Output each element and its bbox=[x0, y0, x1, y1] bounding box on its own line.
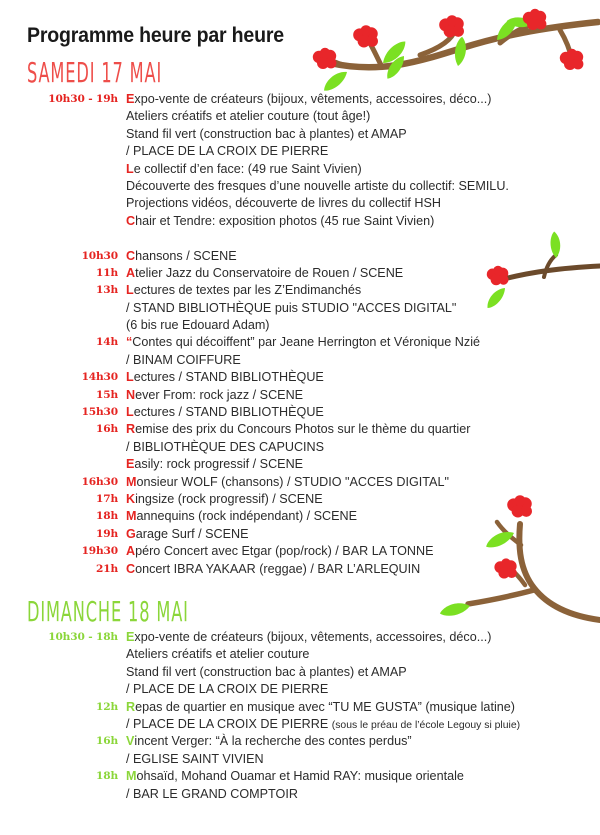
entry-text-body: oncert IBRA YAKAAR (reggae) / BAR L’ARLEQUIN bbox=[135, 561, 421, 576]
entry-drop-cap: M bbox=[126, 769, 137, 784]
schedule-line bbox=[0, 178, 600, 195]
entry-time: 16h bbox=[96, 735, 118, 748]
entry-time: 14h30 bbox=[81, 371, 118, 384]
entry-text bbox=[126, 265, 403, 282]
schedule-entry bbox=[0, 508, 600, 525]
entry-text bbox=[126, 108, 370, 125]
entry-drop-cap: “ bbox=[126, 335, 133, 350]
entry-text-body: Ateliers créatifs et atelier couture (tout âge!) bbox=[126, 109, 371, 124]
entry-text-body: / PLACE DE LA CROIX DE PIERRE bbox=[126, 144, 329, 159]
schedule-sunday bbox=[0, 629, 600, 803]
entry-text-body: Contes qui décoiffent” par Jeane Herrington et Véronique Nzié bbox=[132, 335, 481, 350]
schedule-line bbox=[0, 699, 600, 716]
entry-text bbox=[126, 143, 328, 160]
entry-text bbox=[126, 561, 420, 578]
entry-drop-cap: G bbox=[126, 526, 136, 541]
schedule-line bbox=[0, 543, 600, 560]
schedule-entry bbox=[0, 526, 600, 543]
entry-time: 19h bbox=[96, 527, 118, 540]
entry-text-body: Découverte des fresques d’une nouvelle artiste du collectif: SEMILU. bbox=[126, 178, 509, 193]
entry-text bbox=[126, 491, 323, 508]
entry-time: 11h bbox=[96, 266, 118, 279]
entry-text bbox=[126, 733, 412, 750]
entry-text-body: arage Surf / SCENE bbox=[135, 526, 249, 541]
entry-text-body: asily: rock progressif / SCENE bbox=[134, 457, 304, 472]
schedule-line bbox=[0, 369, 600, 386]
entry-text bbox=[126, 195, 441, 212]
entry-text bbox=[126, 508, 357, 525]
schedule-entry bbox=[0, 561, 600, 578]
entry-drop-cap: R bbox=[126, 422, 136, 437]
schedule-entry bbox=[0, 699, 600, 734]
entry-text bbox=[126, 126, 407, 143]
entry-drop-cap: A bbox=[126, 265, 136, 280]
entry-drop-cap: L bbox=[126, 161, 134, 176]
schedule-line bbox=[0, 282, 600, 299]
schedule-entry bbox=[0, 629, 600, 699]
entry-text-body: ingsize (rock progressif) / SCENE bbox=[135, 491, 323, 506]
entry-text bbox=[126, 646, 309, 663]
entry-text-body: (6 bis rue Edouard Adam) bbox=[126, 318, 270, 333]
schedule-line bbox=[0, 681, 600, 698]
schedule-line bbox=[0, 491, 600, 508]
schedule-line bbox=[0, 421, 600, 438]
entry-drop-cap: V bbox=[126, 734, 135, 749]
schedule-entry bbox=[0, 768, 600, 803]
entry-text bbox=[126, 178, 509, 195]
entry-text-body: xpo-vente de créateurs (bijoux, vêtements, accessoires, déco...) bbox=[134, 92, 492, 106]
schedule-entry bbox=[0, 387, 600, 404]
schedule-line bbox=[0, 508, 600, 525]
entry-text-body: hansons / SCENE bbox=[135, 248, 237, 263]
entry-drop-cap: M bbox=[126, 474, 137, 489]
schedule-line bbox=[0, 248, 600, 265]
schedule-line bbox=[0, 456, 600, 473]
entry-drop-cap: E bbox=[126, 457, 135, 472]
entry-text bbox=[126, 213, 434, 230]
entry-text-body: / BINAM COIFFURE bbox=[126, 352, 241, 367]
entry-text bbox=[126, 282, 361, 299]
entry-text-body: telier Jazz du Conservatoire de Rouen / SCENE bbox=[135, 265, 404, 280]
day-heading-sunday: DIMANCHE 18 MAI bbox=[27, 595, 189, 628]
entry-text bbox=[126, 474, 449, 491]
schedule-entry bbox=[0, 282, 600, 334]
entry-drop-cap: C bbox=[126, 248, 136, 263]
entry-text bbox=[126, 317, 270, 334]
schedule-entry bbox=[0, 474, 600, 491]
entry-text-body: ectures / STAND BIBLIOTHÈQUE bbox=[133, 405, 324, 420]
entry-text-body: / PLACE DE LA CROIX DE PIERRE bbox=[126, 716, 332, 731]
schedule-line bbox=[0, 230, 600, 247]
entry-drop-cap: L bbox=[126, 405, 134, 420]
schedule-entry bbox=[0, 248, 600, 265]
entry-text-body: emise des prix du Concours Photos sur le thème du quartier bbox=[135, 422, 471, 437]
schedule-line bbox=[0, 265, 600, 282]
entry-text-note: (sous le préau de l’école Legouy si pluie) bbox=[331, 719, 521, 731]
entry-drop-cap: L bbox=[126, 283, 134, 298]
entry-text bbox=[126, 543, 434, 560]
entry-text bbox=[126, 768, 464, 785]
entry-text bbox=[126, 334, 480, 351]
schedule-entry bbox=[0, 265, 600, 282]
entry-drop-cap: R bbox=[126, 699, 136, 714]
schedule-entry bbox=[0, 733, 600, 768]
entry-text bbox=[126, 161, 362, 178]
entry-text bbox=[126, 248, 237, 265]
schedule-entry bbox=[0, 421, 600, 473]
entry-text bbox=[126, 629, 491, 646]
page-title: Programme heure par heure bbox=[27, 24, 284, 47]
schedule-saturday bbox=[0, 91, 600, 578]
entry-time: 16h bbox=[96, 423, 118, 436]
entry-text bbox=[126, 786, 298, 803]
schedule-line bbox=[0, 91, 600, 108]
schedule-line bbox=[0, 768, 600, 785]
entry-text-body: / STAND BIBLIOTHÈQUE puis STUDIO "ACCES DIGITAL" bbox=[126, 300, 457, 315]
entry-text-body: epas de quartier en musique avec “TU ME GUSTA” (musique latine) bbox=[135, 699, 515, 714]
entry-drop-cap: E bbox=[126, 630, 135, 644]
entry-text-body: annequins (rock indépendant) / SCENE bbox=[136, 509, 358, 524]
entry-drop-cap: A bbox=[126, 544, 136, 559]
schedule-entry bbox=[0, 369, 600, 386]
entry-time: 18h bbox=[96, 770, 118, 783]
day-heading-saturday: SAMEDI 17 MAI bbox=[27, 56, 163, 89]
entry-text-body: / PLACE DE LA CROIX DE PIERRE bbox=[126, 682, 329, 697]
entry-time: 17h bbox=[96, 492, 118, 505]
schedule-line bbox=[0, 161, 600, 178]
entry-text-body: Ateliers créatifs et atelier couture bbox=[126, 647, 310, 662]
entry-drop-cap: E bbox=[126, 92, 135, 106]
entry-text-body: Stand fil vert (construction bac à plantes) et AMAP bbox=[126, 126, 407, 141]
entry-text-body: ectures de textes par les Z’Endimanchés bbox=[133, 283, 362, 298]
entry-text bbox=[126, 681, 328, 698]
schedule-line bbox=[0, 300, 600, 317]
schedule-line bbox=[0, 108, 600, 125]
entry-drop-cap: C bbox=[126, 561, 136, 576]
entry-text-body: / BIBLIOTHÈQUE DES CAPUCINS bbox=[126, 439, 325, 454]
schedule-entry bbox=[0, 334, 600, 369]
entry-text bbox=[126, 439, 324, 456]
entry-drop-cap: C bbox=[126, 213, 136, 228]
schedule-line bbox=[0, 716, 600, 733]
schedule-line bbox=[0, 786, 600, 803]
entry-text-body: ever From: rock jazz / SCENE bbox=[135, 387, 304, 402]
schedule-line bbox=[0, 561, 600, 578]
entry-time: 19h30 bbox=[81, 545, 118, 558]
schedule-line bbox=[0, 352, 600, 369]
entry-text-body: ectures / STAND BIBLIOTHÈQUE bbox=[133, 370, 324, 385]
schedule-entry bbox=[0, 91, 600, 230]
entry-time: 10h30 - 19h bbox=[48, 93, 118, 105]
entry-text-body: ohsaïd, Mohand Ouamar et Hamid RAY: musique orientale bbox=[136, 769, 464, 784]
entry-drop-cap: K bbox=[126, 491, 136, 506]
entry-text bbox=[126, 421, 470, 438]
entry-time: 13h bbox=[96, 284, 118, 297]
schedule-line bbox=[0, 474, 600, 491]
entry-text-body: e collectif d’en face: (49 rue Saint Vivien) bbox=[133, 161, 362, 176]
schedule-line bbox=[0, 126, 600, 143]
entry-text bbox=[126, 404, 324, 421]
schedule-line bbox=[0, 213, 600, 230]
entry-text-body: / EGLISE SAINT VIVIEN bbox=[126, 751, 264, 766]
entry-text bbox=[126, 456, 303, 473]
schedule-line bbox=[0, 751, 600, 768]
schedule-line bbox=[0, 143, 600, 160]
entry-text-body: onsieur WOLF (chansons) / STUDIO "ACCES DIGITAL" bbox=[136, 474, 449, 489]
entry-text bbox=[126, 526, 249, 543]
entry-text bbox=[126, 751, 264, 768]
entry-text bbox=[126, 369, 324, 386]
entry-time: 10h30 - 18h bbox=[48, 631, 118, 643]
entry-text bbox=[126, 387, 303, 404]
entry-drop-cap: N bbox=[126, 387, 136, 402]
schedule-entry bbox=[0, 543, 600, 560]
schedule-line bbox=[0, 404, 600, 421]
schedule-line bbox=[0, 317, 600, 334]
entry-time: 14h bbox=[96, 336, 118, 349]
entry-time: 15h bbox=[96, 388, 118, 401]
entry-text bbox=[126, 716, 520, 734]
schedule-line bbox=[0, 664, 600, 681]
entry-time: 12h bbox=[96, 700, 118, 713]
entry-text-body: péro Concert avec Etgar (pop/rock) / BAR LA TONNE bbox=[135, 544, 434, 559]
entry-text bbox=[126, 664, 407, 681]
entry-time: 15h30 bbox=[81, 406, 118, 419]
entry-text-body: incent Verger: “À la recherche des contes perdus” bbox=[134, 734, 412, 749]
entry-time: 18h bbox=[96, 510, 118, 523]
entry-time: 10h30 bbox=[81, 249, 118, 262]
entry-text-body: hair et Tendre: exposition photos (45 rue Saint Vivien) bbox=[135, 213, 435, 228]
entry-text-body: Projections vidéos, découverte de livres du collectif HSH bbox=[126, 196, 441, 211]
schedule-entry bbox=[0, 404, 600, 421]
schedule-line bbox=[0, 387, 600, 404]
schedule-line bbox=[0, 526, 600, 543]
entry-text bbox=[126, 300, 456, 317]
schedule-line bbox=[0, 733, 600, 750]
schedule-line bbox=[0, 646, 600, 663]
entry-time: 16h30 bbox=[81, 475, 118, 488]
schedule-entry bbox=[0, 230, 600, 247]
entry-drop-cap: L bbox=[126, 370, 134, 385]
schedule-line bbox=[0, 439, 600, 456]
schedule-entry bbox=[0, 491, 600, 508]
schedule-line bbox=[0, 195, 600, 212]
schedule-line bbox=[0, 334, 600, 351]
entry-text bbox=[126, 352, 241, 369]
entry-drop-cap: M bbox=[126, 509, 137, 524]
entry-text bbox=[126, 699, 515, 716]
entry-text-body: Stand fil vert (construction bac à plantes) et AMAP bbox=[126, 664, 407, 679]
schedule-line bbox=[0, 629, 600, 646]
entry-text bbox=[126, 91, 491, 108]
entry-text-body: xpo-vente de créateurs (bijoux, vêtements, accessoires, déco...) bbox=[134, 630, 492, 644]
entry-text-body: / BAR LE GRAND COMPTOIR bbox=[126, 786, 298, 801]
entry-time: 21h bbox=[96, 562, 118, 575]
